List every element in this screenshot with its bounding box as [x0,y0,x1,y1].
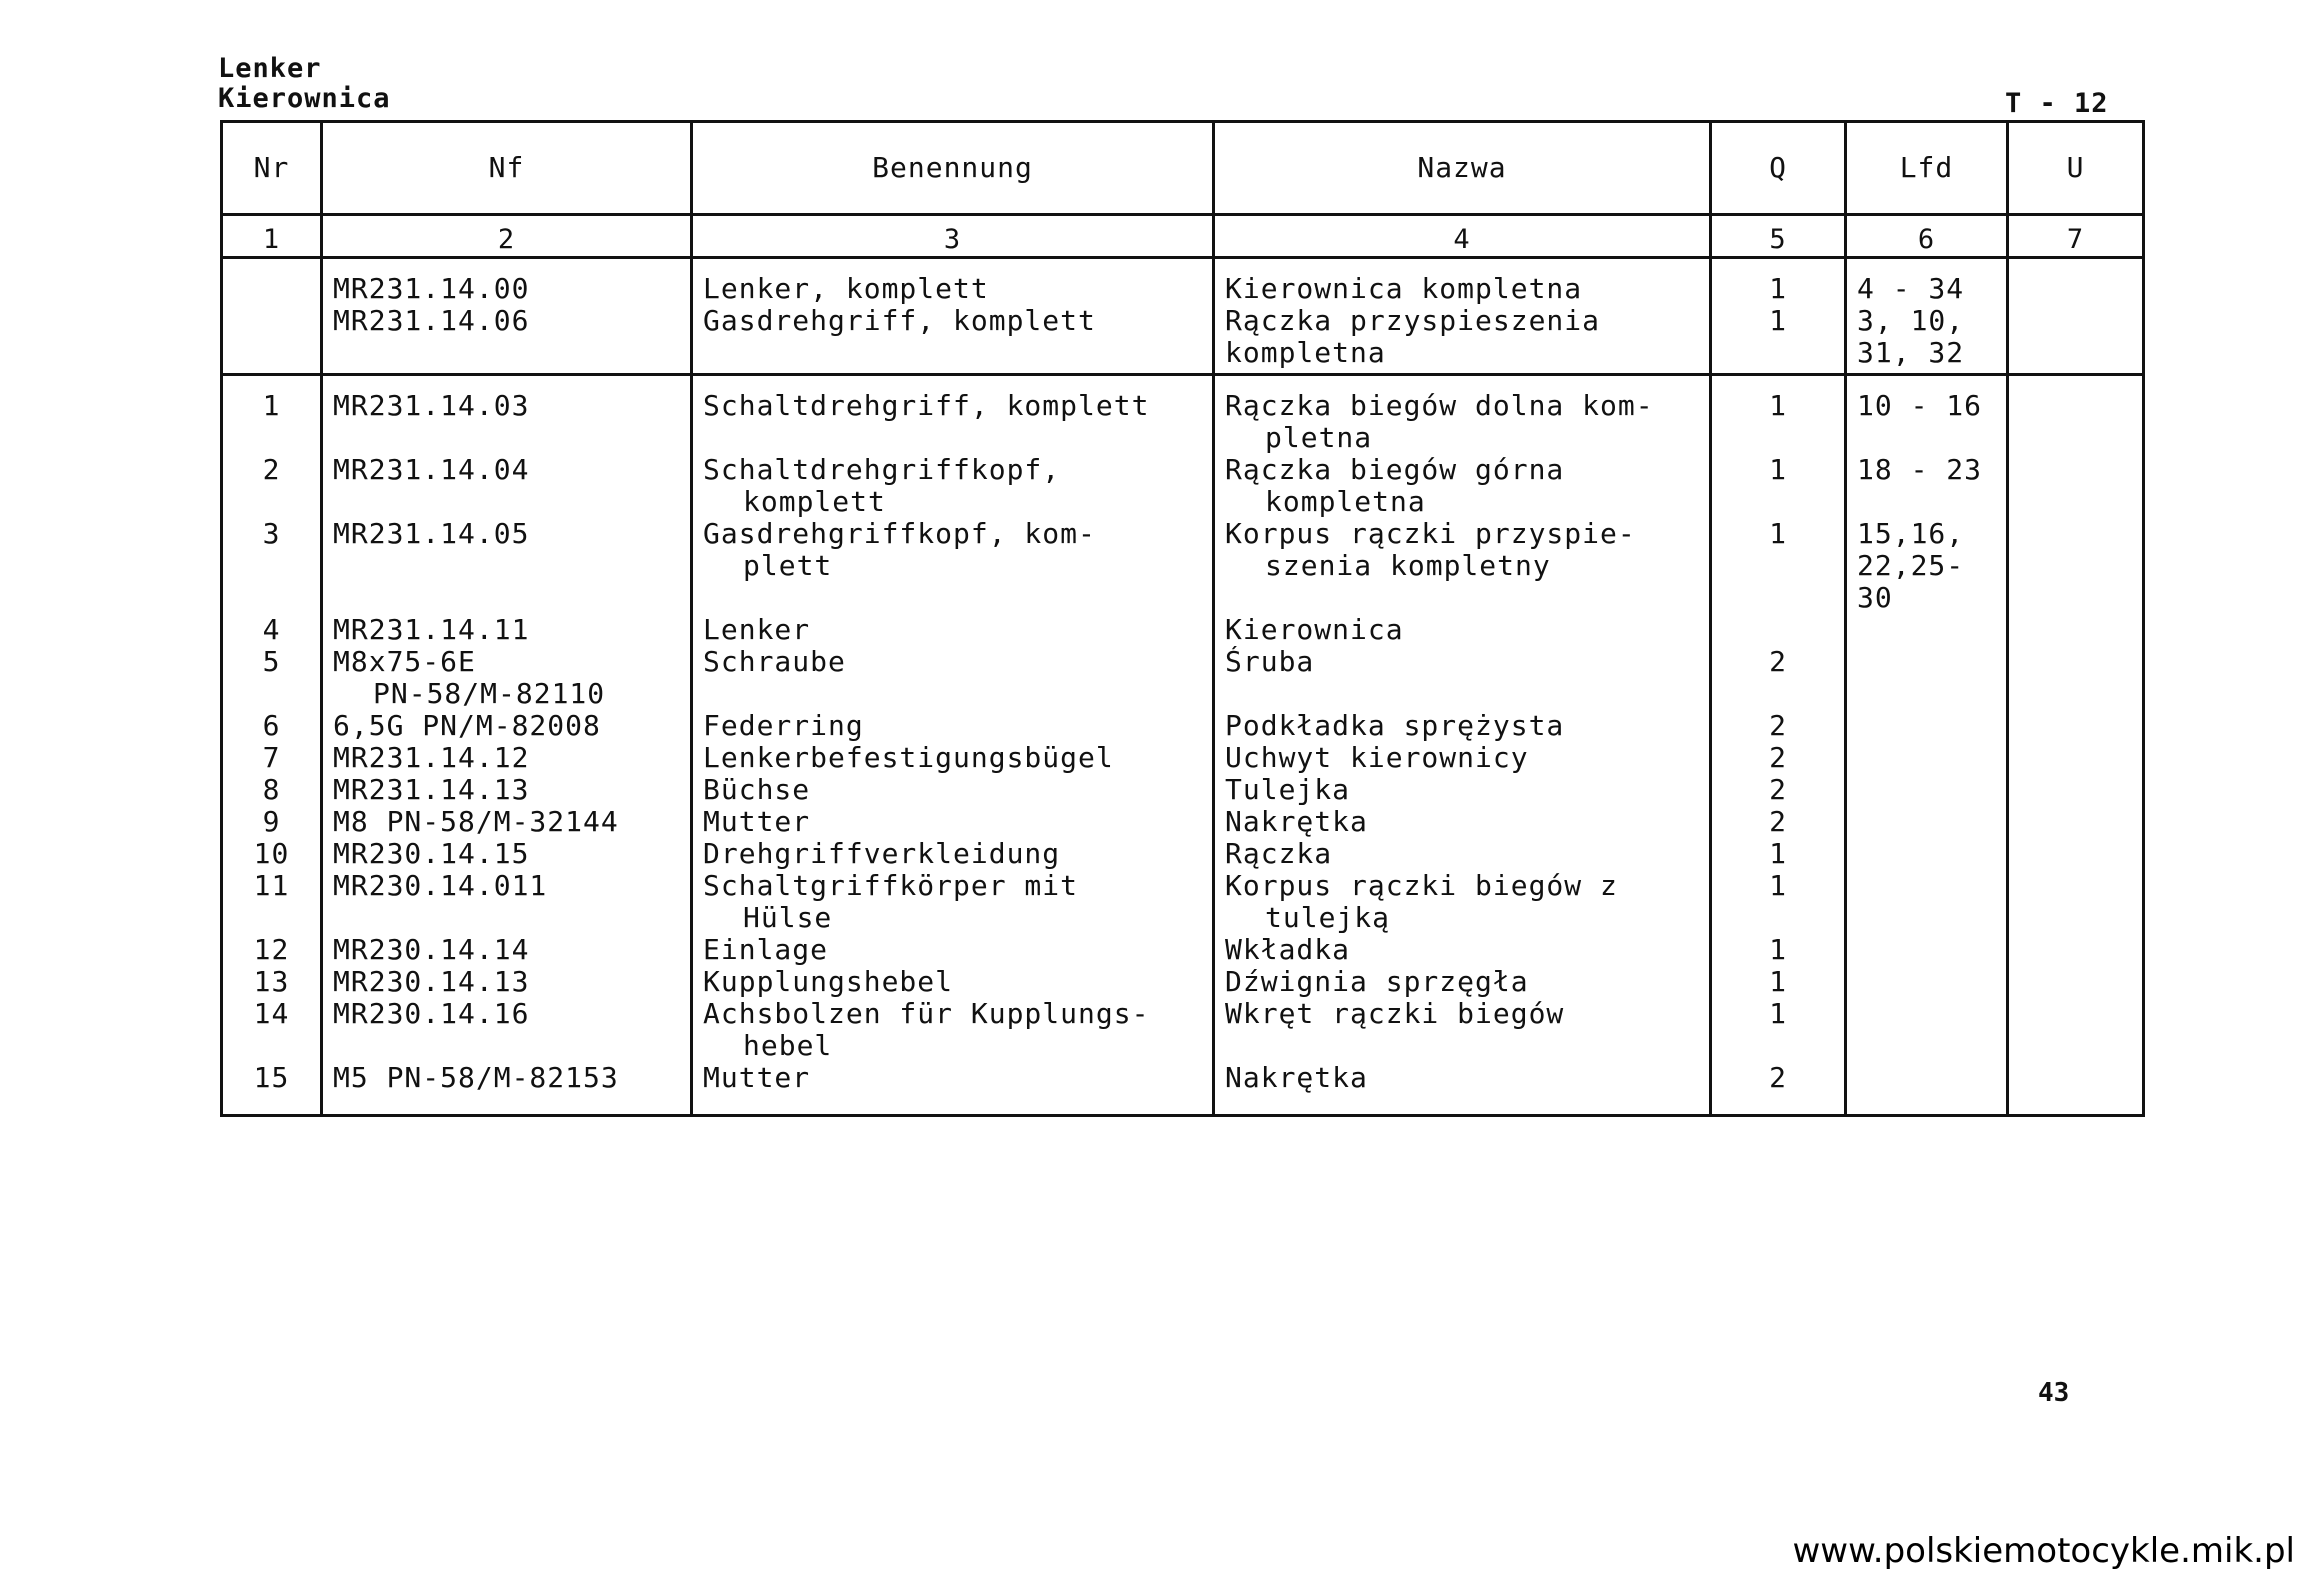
cell-nf-text: MR230.14.16 [333,998,530,1030]
cell-q-text: 1 [1769,305,1787,337]
cell-nr-text: 15 [253,1062,290,1094]
cell-nf [322,998,692,1062]
part-row [222,646,2144,710]
cell-pl-text: Nakrętka [1225,806,1368,838]
cell-pl-text: Tulejka [1225,774,1351,806]
cell-pl [1214,614,1711,646]
cell-pl [1214,966,1711,998]
cell-pl-text-2: pletna [1265,421,1373,454]
cell-lfd [1846,454,2008,518]
cell-nf [322,934,692,966]
col-header-nazwa: Nazwa [1214,122,1711,215]
cell-nf [322,806,692,838]
cell-nr [222,998,322,1062]
part-row [222,742,2144,774]
cell-nf-text-2: PN-58/M-82110 [373,677,606,710]
cell-pl [1214,258,1711,306]
cell-de [692,998,1214,1062]
cell-nr [222,870,322,934]
table-code: T - 12 [2005,88,2109,119]
part-row [222,838,2144,870]
cell-pl [1214,518,1711,614]
cell-pl [1214,375,1711,455]
cell-pl-text: Wkręt rączki biegów [1225,998,1565,1030]
cell-nf [322,646,692,710]
cell-q-text: 2 [1769,806,1787,838]
cell-nf [322,742,692,774]
col-number: 5 [1711,215,1846,258]
cell-q-text: 1 [1769,934,1787,966]
cell-q [1711,742,1846,774]
cell-q-text: 1 [1769,518,1787,550]
parts-table [220,120,2145,1117]
assembly-row [222,305,2144,375]
cell-q [1711,998,1846,1062]
cell-nr [222,806,322,838]
cell-nf-text: MR231.14.13 [333,774,530,806]
cell-q [1711,1062,1846,1116]
cell-nr-text: 8 [262,774,281,806]
cell-pl-text: Podkładka sprężysta [1225,710,1565,742]
cell-nr [222,774,322,806]
cell-pl-text: Kierownica kompletna [1225,272,1583,305]
part-row [222,375,2144,455]
cell-lfd [1846,375,2008,455]
cell-nr [222,710,322,742]
cell-u [2008,305,2144,375]
cell-nr [222,305,322,375]
cell-nf-text: M5 PN-58/M-82153 [333,1062,619,1094]
cell-de [692,774,1214,806]
cell-q [1711,375,1846,455]
col-header-lfd: Lfd [1846,122,2008,215]
cell-de-text: Gasdrehgriffkopf, kom- [703,518,1096,550]
part-row [222,518,2144,614]
cell-nr [222,838,322,870]
cell-pl-text: Dźwignia sprzęgła [1225,966,1529,998]
cell-lfd-text-2: 31, 32 [1857,336,1965,369]
cell-q [1711,454,1846,518]
cell-lfd [1846,646,2008,710]
cell-u [2008,806,2144,838]
cell-lfd [1846,518,2008,614]
cell-pl [1214,806,1711,838]
cell-de-text-2: hebel [743,1029,833,1062]
cell-u [2008,710,2144,742]
cell-de [692,806,1214,838]
cell-nr [222,966,322,998]
col-number: 7 [2008,215,2144,258]
part-row [222,774,2144,806]
cell-lfd [1846,710,2008,742]
cell-pl-text: Korpus rączki biegów z [1225,870,1618,902]
cell-de-text: Lenker [703,614,811,646]
cell-nf-text: MR231.14.04 [333,454,530,486]
cell-pl-text: Korpus rączki przyspie- [1225,518,1636,550]
cell-lfd [1846,258,2008,306]
cell-nr-text: 11 [253,870,290,902]
cell-de [692,614,1214,646]
cell-q-text: 2 [1769,774,1787,806]
cell-lfd [1846,966,2008,998]
cell-u [2008,998,2144,1062]
cell-pl [1214,1062,1711,1116]
cell-nf-text: M8 PN-58/M-32144 [333,806,619,838]
cell-de-text: Einlage [703,934,829,966]
part-row [222,998,2144,1062]
cell-u [2008,838,2144,870]
cell-u [2008,258,2144,306]
cell-u [2008,1062,2144,1116]
cell-pl-text-2: kompletna [1225,336,1386,369]
cell-nf-text: MR230.14.14 [333,934,530,966]
cell-nf-text: MR231.14.03 [333,389,530,422]
cell-de [692,870,1214,934]
cell-nr-text: 7 [262,742,281,774]
col-number: 1 [222,215,322,258]
cell-de-text: Kupplungshebel [703,966,954,998]
col-number: 3 [692,215,1214,258]
cell-pl [1214,870,1711,934]
cell-nf-text: M8x75-6E [333,646,476,678]
cell-nr [222,454,322,518]
cell-pl-text: Rączka biegów dolna kom- [1225,389,1654,422]
cell-u [2008,870,2144,934]
col-header-u: U [2008,122,2144,215]
cell-lfd-text: 18 - 23 [1857,454,1983,486]
cell-pl [1214,646,1711,710]
cell-u [2008,966,2144,998]
cell-lfd-text: 4 - 34 [1857,272,1965,305]
cell-nf-text: MR231.14.11 [333,614,530,646]
cell-de [692,305,1214,375]
cell-pl-text: Uchwyt kierownicy [1225,742,1529,774]
cell-pl-text-2: szenia kompletny [1265,549,1551,582]
cell-u [2008,934,2144,966]
col-header-benennung: Benennung [692,122,1214,215]
cell-nf [322,614,692,646]
col-header-nf: Nf [322,122,692,215]
cell-q [1711,934,1846,966]
cell-lfd-text-2: 22,25-30 [1857,549,1965,614]
cell-lfd [1846,1062,2008,1116]
cell-de [692,838,1214,870]
cell-de-text: Schaltgriffkörper mit [703,870,1079,902]
cell-pl [1214,710,1711,742]
cell-nr [222,518,322,614]
cell-de-text-2: plett [743,549,833,582]
cell-de-text: Schaltdrehgriff, komplett [703,389,1150,422]
cell-pl-text: Nakrętka [1225,1062,1368,1094]
cell-lfd [1846,305,2008,375]
col-number: 6 [1846,215,2008,258]
cell-lfd-text: 10 - 16 [1857,389,1983,422]
cell-q-text: 1 [1769,389,1787,422]
cell-de-text: Lenker, komplett [703,272,989,305]
cell-q [1711,614,1846,646]
cell-q [1711,838,1846,870]
column-number-row [222,215,2144,258]
cell-de [692,518,1214,614]
cell-nf-text: MR230.14.13 [333,966,530,998]
cell-de-text: Achsbolzen für Kupplungs- [703,998,1150,1030]
cell-q [1711,518,1846,614]
cell-nr-text: 4 [262,614,281,646]
cell-nr-text: 14 [253,998,290,1030]
cell-nf [322,258,692,306]
cell-nf-text: 6,5G PN/M-82008 [333,710,601,742]
cell-pl [1214,742,1711,774]
cell-lfd [1846,838,2008,870]
page-number: 43 [2038,1378,2070,1408]
cell-q-text: 2 [1769,646,1787,678]
cell-lfd [1846,934,2008,966]
cell-de-text-2: Hülse [743,901,833,934]
cell-de-text: Mutter [703,806,811,838]
cell-de-text: Büchse [703,774,811,806]
part-row [222,966,2144,998]
cell-q-text: 2 [1769,1062,1787,1094]
cell-de-text: Schaltdrehgriffkopf, [703,454,1061,486]
cell-nr-text: 1 [262,389,281,422]
col-number: 4 [1214,215,1711,258]
part-row [222,806,2144,838]
cell-u [2008,742,2144,774]
cell-q [1711,774,1846,806]
cell-q-text: 2 [1769,742,1787,774]
cell-de [692,710,1214,742]
cell-nr-text: 6 [262,710,281,742]
cell-q-text: 1 [1769,966,1787,998]
website-watermark: www.polskiemotocykle.mik.pl [1792,1531,2295,1571]
cell-u [2008,454,2144,518]
cell-u [2008,518,2144,614]
cell-nr [222,934,322,966]
cell-nr [222,258,322,306]
cell-nf [322,710,692,742]
cell-nr-text: 5 [262,646,281,678]
cell-de [692,742,1214,774]
cell-nf [322,305,692,375]
cell-pl [1214,774,1711,806]
cell-de [692,646,1214,710]
cell-nf [322,966,692,998]
cell-q-text: 1 [1769,870,1787,902]
cell-nf [322,518,692,614]
cell-nf [322,1062,692,1116]
cell-nf-text: MR231.14.12 [333,742,530,774]
cell-pl-text: Kierownica [1225,614,1404,646]
cell-lfd-text: 3, 10, [1857,305,1965,337]
cell-nr [222,1062,322,1116]
cell-nr-text: 10 [253,838,290,870]
cell-q [1711,870,1846,934]
cell-pl-text: Rączka biegów górna [1225,454,1565,486]
cell-q [1711,806,1846,838]
part-row [222,710,2144,742]
cell-pl-text: Rączka przyspieszenia [1225,305,1601,337]
col-number: 2 [322,215,692,258]
cell-de-text: Drehgriffverkleidung [703,838,1061,870]
cell-nf [322,375,692,455]
document-title-de: Lenker [218,53,322,84]
cell-nf [322,454,692,518]
part-row [222,870,2144,934]
cell-nf-text: MR230.14.011 [333,870,548,902]
cell-pl-text-2: kompletna [1265,485,1426,518]
cell-nr [222,614,322,646]
cell-q-text: 1 [1769,454,1787,486]
cell-de-text: Federring [703,710,864,742]
cell-de-text-2: komplett [743,485,886,518]
cell-de [692,258,1214,306]
cell-nf [322,870,692,934]
cell-lfd [1846,870,2008,934]
cell-pl-text-2: tulejką [1265,901,1391,934]
cell-nr-text: 12 [253,934,290,966]
cell-nr-text: 13 [253,966,290,998]
cell-q [1711,966,1846,998]
cell-nf-text: MR231.14.00 [333,272,530,305]
cell-de [692,375,1214,455]
cell-de [692,454,1214,518]
cell-de-text: Lenkerbefestigungsbügel [703,742,1114,774]
cell-nf-text: MR231.14.05 [333,518,530,550]
cell-lfd [1846,998,2008,1062]
part-row [222,614,2144,646]
cell-q [1711,258,1846,306]
col-header-q: Q [1711,122,1846,215]
assembly-row [222,258,2144,306]
cell-de-text: Schraube [703,646,846,678]
cell-q-text: 2 [1769,710,1787,742]
cell-q [1711,646,1846,710]
cell-pl [1214,305,1711,375]
column-header-row [222,122,2144,215]
cell-nr-text: 9 [262,806,281,838]
cell-u [2008,614,2144,646]
cell-pl [1214,454,1711,518]
cell-nf-text: MR231.14.06 [333,305,530,337]
cell-lfd [1846,806,2008,838]
cell-q [1711,305,1846,375]
cell-de [692,966,1214,998]
cell-nf [322,838,692,870]
cell-nr [222,742,322,774]
cell-nr [222,375,322,455]
cell-nr-text: 2 [262,454,281,486]
cell-q-text: 1 [1769,998,1787,1030]
cell-q-text: 1 [1769,272,1787,305]
cell-pl-text: Wkładka [1225,934,1351,966]
cell-u [2008,774,2144,806]
cell-de [692,1062,1214,1116]
cell-pl-text: Śruba [1225,646,1315,678]
cell-pl [1214,934,1711,966]
cell-pl [1214,838,1711,870]
col-header-nr: Nr [222,122,322,215]
part-row [222,934,2144,966]
cell-lfd-text: 15,16, [1857,518,1965,550]
cell-lfd [1846,774,2008,806]
cell-q [1711,710,1846,742]
cell-lfd [1846,614,2008,646]
cell-de-text: Gasdrehgriff, komplett [703,305,1096,337]
cell-q-text: 1 [1769,838,1787,870]
cell-nf-text: MR230.14.15 [333,838,530,870]
cell-u [2008,375,2144,455]
part-row [222,454,2144,518]
cell-pl-text: Rączka [1225,838,1333,870]
cell-de-text: Mutter [703,1062,811,1094]
part-row [222,1062,2144,1116]
cell-nr-text: 3 [262,518,281,550]
cell-lfd [1846,742,2008,774]
cell-nf [322,774,692,806]
cell-de [692,934,1214,966]
cell-u [2008,646,2144,710]
cell-pl [1214,998,1711,1062]
document-title-pl: Kierownica [218,83,391,114]
cell-nr [222,646,322,710]
